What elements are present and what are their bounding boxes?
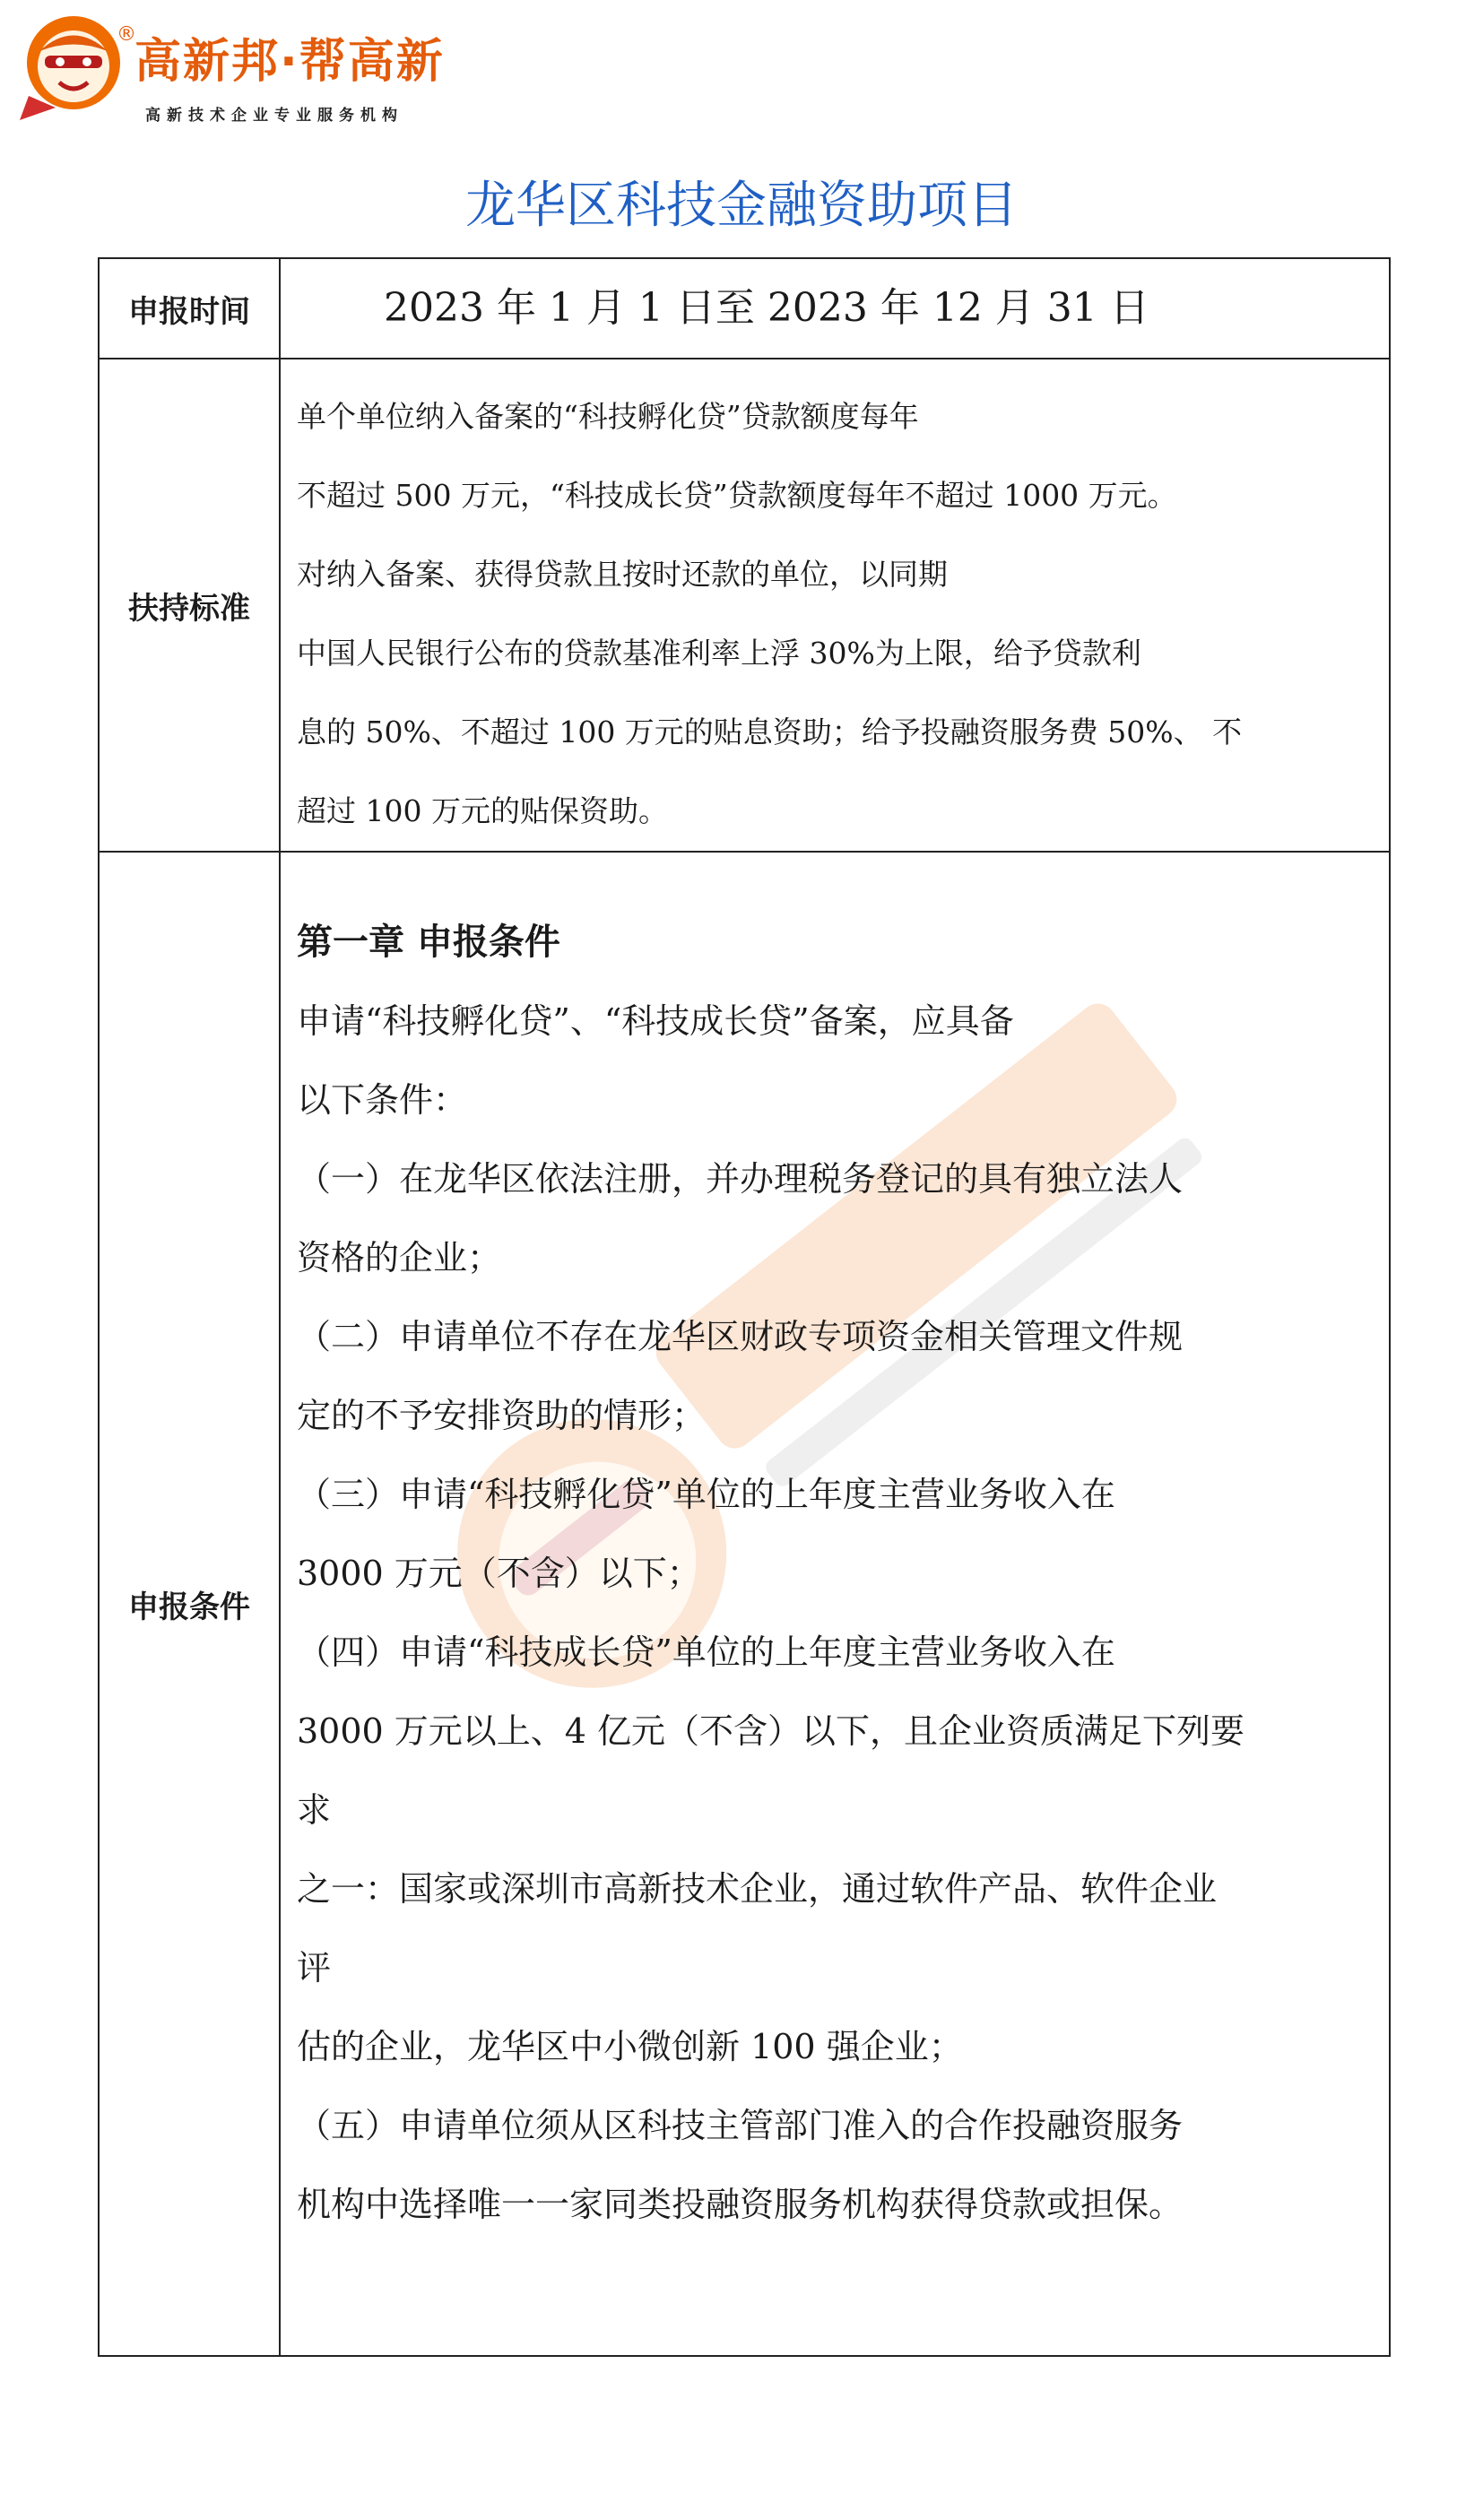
page-title: 龙华区科技金融资助项目 (465, 177, 1018, 235)
condition-line: （五）申请单位须从区科技主管部门准入的合作投融资服务 (297, 2106, 1184, 2145)
time-value: 2023 年 1 月 1 日至 2023 年 12 月 31 日 (384, 285, 1149, 331)
label-conditions: 申报条件 (99, 852, 280, 2356)
condition-line: 求 (297, 1790, 332, 1830)
standard-line: 不超过 500 万元，“科技成长贷”贷款额度每年不超过 1000 万元。 (297, 478, 1177, 513)
condition-line: 资格的企业； (297, 1238, 502, 1277)
project-table (98, 257, 1391, 2357)
chapter-heading: 第一章 申报条件 (297, 922, 560, 963)
cell-time (280, 258, 1390, 359)
condition-line: 以下条件： (297, 1080, 468, 1120)
condition-line: 之一：国家或深圳市高新技术企业，通过软件产品、软件企业 (297, 1869, 1218, 1909)
condition-line: （一）在龙华区依法注册，并办理税务登记的具有独立法人 (297, 1159, 1184, 1199)
condition-line: （二）申请单位不存在龙华区财政专项资金相关管理文件规 (297, 1317, 1184, 1356)
condition-line: 3000 万元（不含）以下； (297, 1554, 701, 1593)
condition-line: 3000 万元以上、4 亿元（不含）以下，且企业资质满足下列要 (297, 1711, 1245, 1751)
label-standard: 扶持标准 (99, 359, 280, 852)
label-time: 申报时间 (99, 258, 280, 359)
standard-line: 中国人民银行公布的贷款基准利率上浮 30%为上限，给予贷款利 (297, 636, 1141, 671)
standard-line: 单个单位纳入备案的“科技孵化贷”贷款额度每年 (297, 399, 919, 434)
brand-tagline: 高新技术企业专业服务机构 (145, 107, 403, 125)
table-row-conditions (99, 852, 1390, 2356)
cell-conditions (280, 852, 1390, 2356)
condition-line: （四）申请“科技成长贷”单位的上年度主营业务收入在 (297, 1632, 1115, 1672)
standard-line: 对纳入备案、获得贷款且按时还款的单位，以同期 (297, 557, 948, 592)
condition-line: 机构中选择唯一一家同类投融资服务机构获得贷款或担保。 (297, 2185, 1184, 2224)
condition-line: 定的不予安排资助的情形； (297, 1396, 707, 1435)
cell-standard (280, 359, 1390, 852)
condition-line: 估的企业，龙华区中小微创新 100 强企业； (297, 2027, 963, 2066)
condition-line: 申请“科技孵化贷”、“科技成长贷”备案，应具备 (297, 1001, 1014, 1041)
registered-mark: ® (117, 23, 136, 46)
table-row-standard (99, 359, 1390, 852)
condition-line: （三）申请“科技孵化贷”单位的上年度主营业务收入在 (297, 1475, 1115, 1514)
table-row-time (99, 258, 1390, 359)
standard-line: 息的 50%、不超过 100 万元的贴息资助；给予投融资服务费 50%、 不 (297, 714, 1243, 749)
mascot-icon (20, 11, 127, 124)
standard-line: 超过 100 万元的贴保资助。 (297, 793, 668, 828)
brand-logo (20, 11, 522, 127)
brand-name: 高新邦·帮高新 (134, 35, 445, 89)
condition-line: 评 (297, 1948, 332, 1987)
